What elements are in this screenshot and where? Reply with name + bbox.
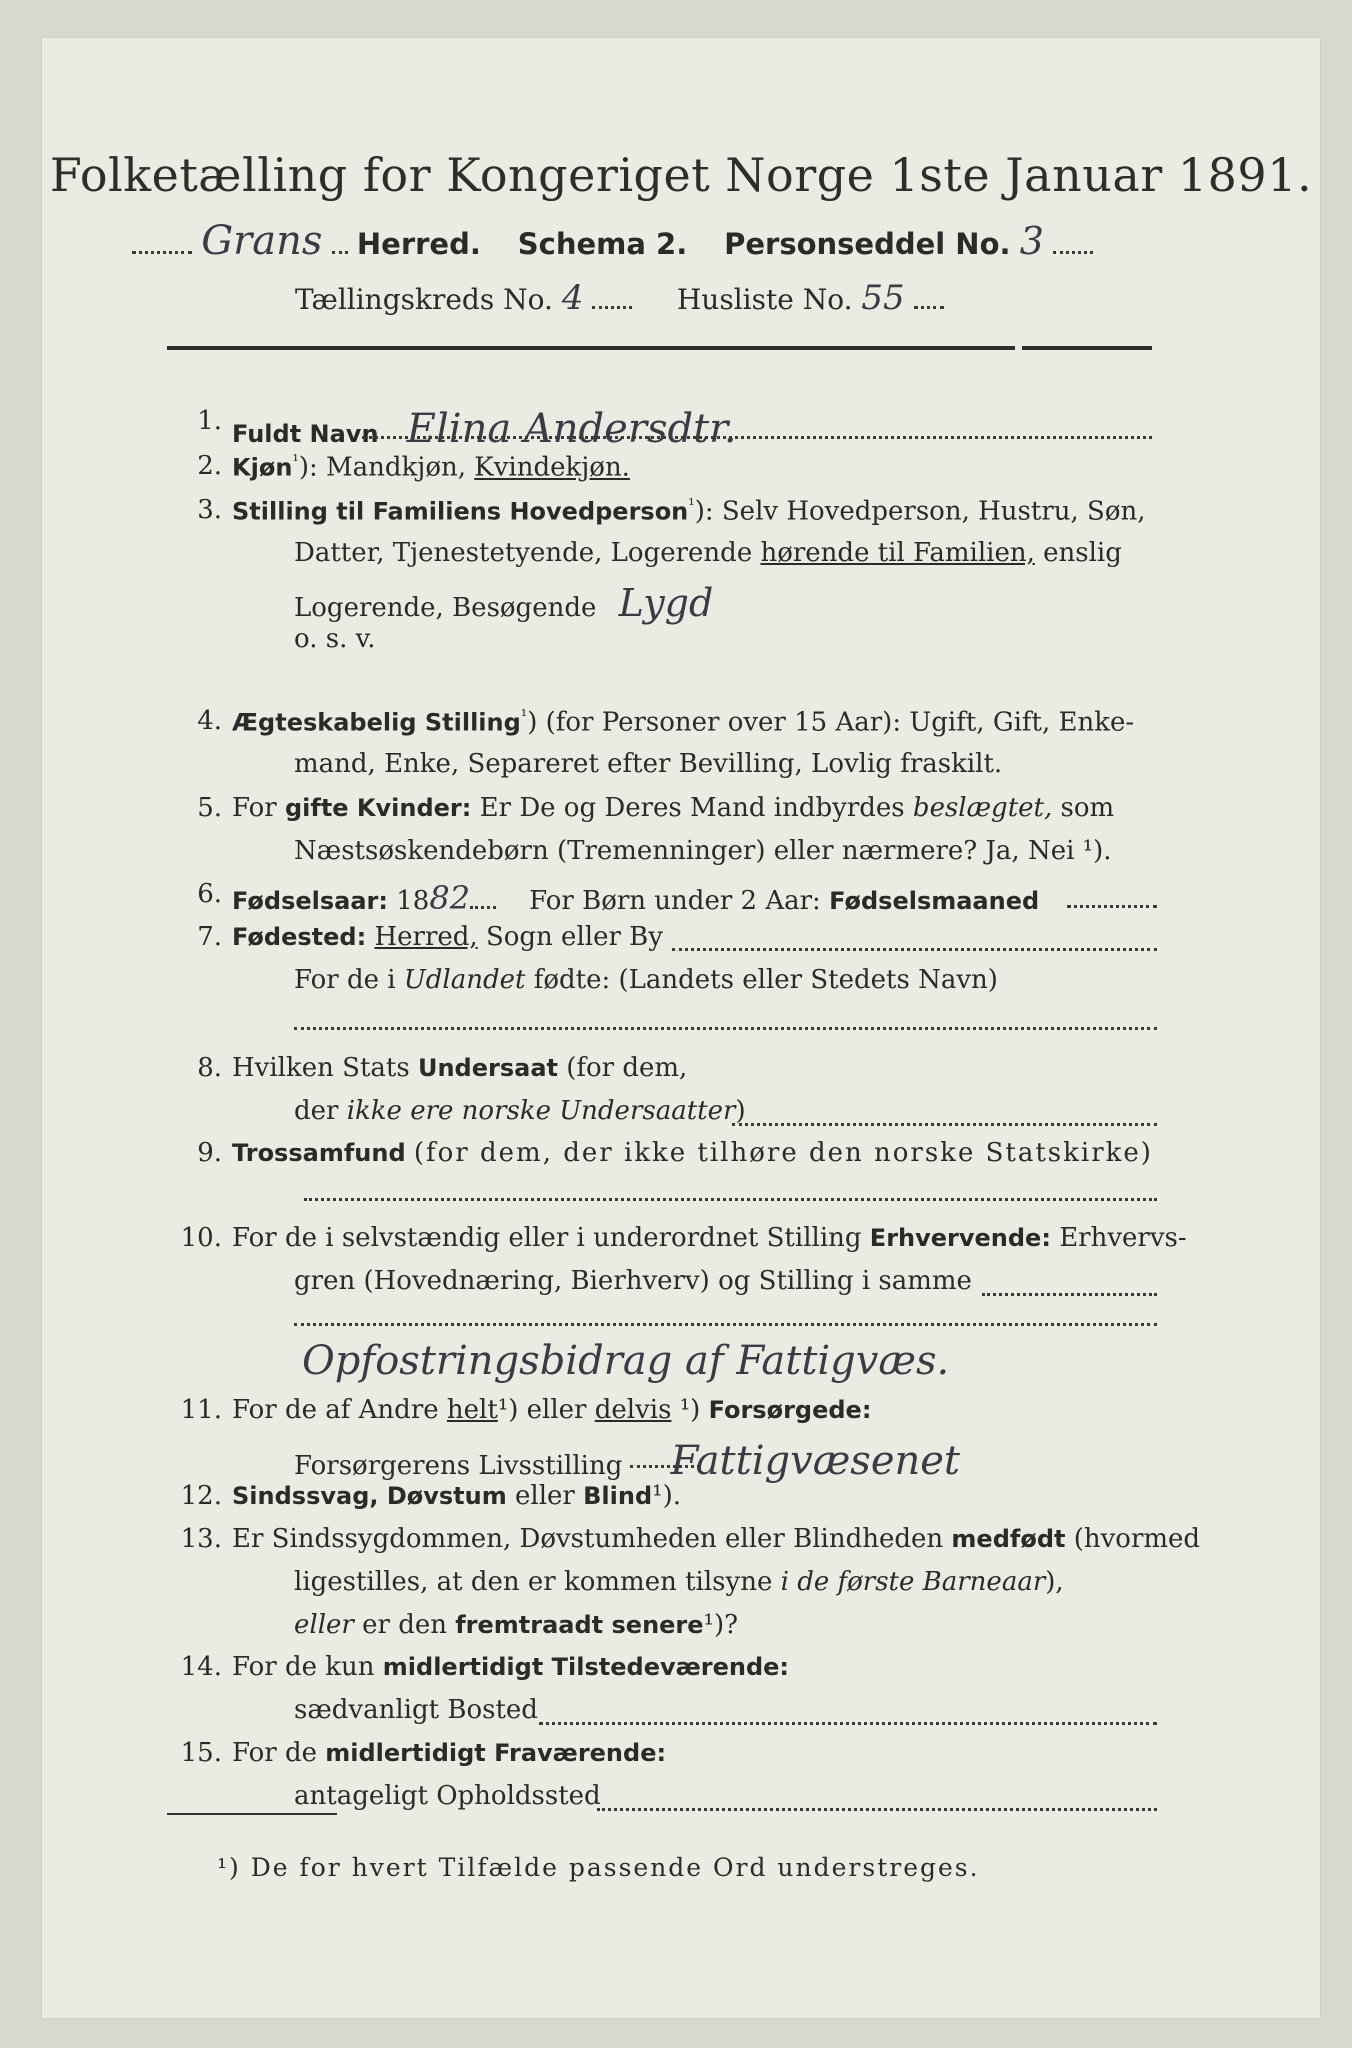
personseddel-label: Personseddel No.	[724, 227, 1011, 261]
footnote-mark: ¹	[688, 495, 695, 514]
item-number: 13.	[180, 1524, 222, 1554]
item-text: ) (for Personer over 15 Aar): Ugift, Gift, Enke-	[527, 707, 1135, 738]
item-number: 2.	[197, 451, 222, 481]
census-form-page	[42, 38, 1320, 2018]
selected-option: delvis	[594, 1395, 672, 1425]
item-text: For de kun	[232, 1652, 375, 1682]
item-label: medfødt	[951, 1525, 1066, 1553]
item-label: Fødested:	[232, 923, 367, 951]
item-text: Forsørgerens Livsstilling	[294, 1451, 623, 1481]
personseddel-value: 3	[1019, 219, 1044, 263]
item-label: Kjøn	[232, 453, 293, 482]
husliste-label: Husliste No.	[676, 283, 853, 316]
footnote-mark: ¹	[520, 706, 528, 725]
item-text: For de af Andre	[232, 1395, 439, 1425]
selected-option: hørende til Familien,	[760, 538, 1035, 568]
kreds-label: Tællingskreds No.	[295, 283, 553, 316]
item-number: 1.	[197, 406, 222, 436]
kreds-value: 4	[561, 278, 584, 318]
item-text: der	[294, 1096, 339, 1126]
stilling-value: Lygd	[618, 581, 714, 625]
item-number: 5.	[197, 793, 222, 823]
item-text: For	[232, 793, 277, 823]
item-label: Stilling til Familiens Hovedperson	[232, 497, 689, 526]
item-number: 14.	[180, 1652, 222, 1682]
item-text-italic: beslægtet,	[912, 793, 1053, 823]
item-label: midlertidigt Fraværende:	[325, 1739, 667, 1767]
item-label: Fuldt Navn	[232, 420, 379, 448]
item-label: Erhvervende:	[869, 1224, 1051, 1252]
item-text: ): Selv Hovedperson, Hustru, Søn,	[694, 496, 1146, 527]
item-label: Fødselsaar:	[232, 887, 388, 915]
item-text: For de i selvstændig eller i underordnet Stilling	[232, 1223, 862, 1253]
item-label: Forsørgede:	[708, 1396, 872, 1424]
kreds-row	[295, 278, 944, 318]
item-text: ): Mandkjøn,	[298, 452, 466, 483]
item-text: som	[1060, 793, 1115, 823]
item-label: Trossamfund	[232, 1139, 406, 1167]
item-text: o. s. v.	[294, 624, 376, 654]
item-text: ¹)?	[703, 1610, 739, 1640]
item-label: Undersaat	[417, 1054, 558, 1082]
item-text: Sogn eller By	[485, 922, 663, 952]
item-label: Sindssvag, Døvstum	[232, 1482, 507, 1510]
item-number: 4.	[197, 706, 222, 736]
item-text: gren (Hovednæring, Bierhverv) og Stilling i samme	[294, 1266, 972, 1296]
selected-option: Herred,	[374, 922, 478, 952]
form-title: Folketælling for Kongeriget Norge 1ste Januar 1891.	[49, 148, 1313, 202]
item-text-italic: ikke ere norske Undersaatter	[346, 1096, 736, 1126]
item-text: ¹) eller	[497, 1395, 587, 1425]
item-text-italic: i de første Barneaar	[780, 1567, 1046, 1597]
item-text: sædvanligt Bosted	[294, 1695, 538, 1725]
birth-year-value: 82	[429, 879, 471, 917]
item-number: 15.	[180, 1738, 222, 1768]
item-text: ligestilles, at den er kommen tilsyne	[294, 1567, 773, 1597]
item-text: ¹).	[652, 1481, 681, 1511]
schema-label: Schema 2.	[517, 227, 688, 261]
herred-label: Herred.	[356, 227, 481, 261]
footnote: ¹) De for hvert Tilfælde passende Ord understreges.	[217, 1853, 980, 1882]
footnote-rule	[167, 1813, 337, 1815]
item-text: For Børn under 2 Aar:	[529, 886, 821, 916]
item-text: )	[735, 1096, 746, 1126]
item-text: (for dem, der ikke tilhøre den norske Statskirke)	[413, 1138, 1153, 1168]
item-text: Næstsøskendebørn (Tremenninger) eller nærmere? Ja, Nei ¹).	[294, 836, 1112, 866]
item-text: enslig	[1043, 538, 1122, 568]
herred-row	[132, 218, 1093, 264]
item-text: For de	[232, 1738, 317, 1768]
item-text: Datter, Tjenestetyende, Logerende	[294, 538, 753, 568]
header-rule-left	[167, 346, 1015, 350]
item-text: Erhvervs-	[1059, 1223, 1187, 1253]
header-rule-right	[1022, 346, 1152, 350]
item-text: Er De og Deres Mand indbyrdes	[479, 793, 905, 823]
selected-option: Kvindekjøn.	[474, 452, 630, 483]
item-number: 11.	[180, 1395, 222, 1425]
footnote-mark: ¹	[292, 451, 299, 470]
item-text: (for dem,	[566, 1053, 688, 1083]
item-text: Er Sindssygdommen, Døvstumheden eller Blindheden	[232, 1524, 944, 1554]
item-label: midlertidigt Tilstedeværende:	[382, 1653, 790, 1681]
item-text: mand, Enke, Separeret efter Bevilling, Lovlig fraskilt.	[294, 749, 1003, 779]
item-text: er den	[362, 1610, 447, 1640]
year-prefix: 18	[396, 886, 430, 916]
item-text: eller	[515, 1481, 575, 1511]
item-text: ),	[1045, 1567, 1064, 1597]
herred-value: Grans	[201, 218, 323, 264]
item-label: Blind	[583, 1482, 653, 1510]
provider-value: Fattigvæsenet	[670, 1438, 960, 1484]
occupation-value: Opfostringsbidrag af Fattigvæs.	[302, 1338, 950, 1384]
husliste-value: 55	[861, 278, 905, 318]
item-number: 12.	[180, 1481, 222, 1511]
item-text: ¹)	[679, 1395, 701, 1425]
selected-option: helt	[446, 1395, 498, 1425]
item-number: 3.	[197, 495, 222, 525]
item-text-italic: eller	[294, 1610, 354, 1640]
item-number: 6.	[197, 879, 222, 909]
item-text: fødte: (Landets eller Stedets Navn)	[533, 965, 998, 995]
item-label: fremtraadt senere	[455, 1611, 704, 1639]
item-number: 9.	[197, 1138, 222, 1168]
item-text-italic: Udlandet	[403, 965, 526, 995]
item-label: Fødselsmaaned	[829, 887, 1040, 915]
item-text: Hvilken Stats	[232, 1053, 410, 1083]
item-number: 10.	[180, 1223, 222, 1253]
item-text: Logerende, Besøgende	[294, 593, 597, 623]
item-label: gifte Kvinder:	[284, 794, 472, 822]
item-text: (hvormed	[1073, 1524, 1201, 1554]
item-text: antageligt Opholdssted	[294, 1781, 601, 1811]
item-text: For de i	[294, 965, 396, 995]
item-number: 8.	[197, 1053, 222, 1083]
item-label: Ægteskabelig Stilling	[232, 708, 521, 737]
name-value: Elina Andersdtr.	[406, 406, 737, 452]
item-number: 7.	[197, 922, 222, 952]
